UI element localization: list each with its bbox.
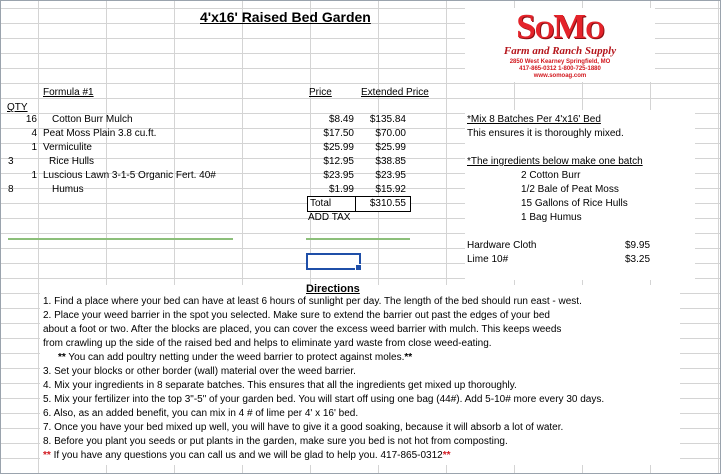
contact-note-text: If you have any questions you can call us and we will be glad to help you. 417-865-0312 <box>50 450 443 461</box>
item-extended[interactable]: $135.84 <box>369 114 406 125</box>
extra-price: $9.95 <box>625 240 651 251</box>
qty-header: QTY <box>7 102 28 113</box>
price-header: Price <box>309 87 332 98</box>
logo-wordmark: SoMo <box>516 7 604 46</box>
poultry-note-stars-end: ** <box>404 352 413 363</box>
item-name[interactable]: Humus <box>52 184 84 195</box>
batch-item: 15 Gallons of Rice Hulls <box>521 198 628 209</box>
direction-line: 3. Set your blocks or other border (wall) material over the weed barrier. <box>43 366 356 377</box>
poultry-note-stars: ** <box>58 352 66 363</box>
direction-line: 1. Find a place where your bed can have at least 6 hours of sunlight per day. The length of the bed should run east - west. <box>43 296 582 307</box>
batch-item: 1/2 Bale of Peat Moss <box>521 184 619 195</box>
item-extended[interactable]: $15.92 <box>375 184 406 195</box>
total-divider <box>355 196 356 212</box>
mix-note: This ensures it is thoroughly mixed. <box>467 128 624 139</box>
extended-price-header: Extended Price <box>361 87 429 98</box>
item-price[interactable]: $17.50 <box>323 128 354 139</box>
extra-name: Lime 10# <box>467 254 509 265</box>
item-price[interactable]: $23.95 <box>323 170 354 181</box>
item-price[interactable]: $8.49 <box>328 114 354 125</box>
item-name[interactable]: Vermiculite <box>43 142 92 153</box>
item-qty[interactable]: 1 <box>31 170 37 181</box>
mix-heading: *Mix 8 Batches Per 4'x16' Bed <box>467 114 601 125</box>
item-extended[interactable]: $70.00 <box>375 128 406 139</box>
logo-phone: 417-865-0312 1-800-725-1880 <box>519 66 601 72</box>
poultry-note <box>58 352 412 364</box>
somo-logo <box>465 8 655 82</box>
poultry-note-text: You can add poultry netting under the weed barrier to protect against moles. <box>65 352 405 363</box>
direction-line: from crawling up the side of the raised bed and helps to eliminate yard waste from close weed-eating. <box>43 338 492 349</box>
item-extended[interactable]: $23.95 <box>375 170 406 181</box>
logo-website: www.somoag.com <box>533 73 587 79</box>
item-name[interactable]: Peat Moss Plain 3.8 cu.ft. <box>43 128 157 139</box>
item-price[interactable]: $1.99 <box>328 184 354 195</box>
add-tax-label[interactable]: ADD TAX <box>308 212 351 223</box>
contact-note <box>43 450 451 462</box>
batch-heading: *The ingredients below make one batch <box>467 156 643 167</box>
selected-cell[interactable] <box>306 253 361 270</box>
extra-name: Hardware Cloth <box>467 240 537 251</box>
logo-address: 2850 West Kearney Springfield, MO <box>509 59 611 65</box>
item-price[interactable]: $12.95 <box>323 156 354 167</box>
direction-line: 5. Mix your fertilizer into the top 3"-5" of your garden bed. You will start off using one bag (44#). Add 5-10# more every 30 days. <box>43 394 605 405</box>
direction-line: 7. Once you have your bed mixed up well, you will have to give it a good soaking, because it will absorb a lot of water. <box>43 422 564 433</box>
item-qty[interactable]: 8 <box>8 184 14 195</box>
direction-line: 2. Place your weed barrier in the spot you selected. Make sure to extend the barrier out past the edges of your bed <box>43 310 550 321</box>
item-name[interactable]: Luscious Lawn 3-1-5 Organic Fert. 40# <box>43 170 216 181</box>
item-qty[interactable]: 3 <box>8 156 14 167</box>
directions-title: Directions <box>306 283 360 295</box>
page-title: 4'x16' Raised Bed Garden <box>200 9 371 25</box>
batch-item: 2 Cotton Burr <box>521 170 581 181</box>
batch-item: 1 Bag Humus <box>521 212 582 223</box>
formula-header: Formula #1 <box>43 87 94 98</box>
total-label[interactable]: Total <box>310 198 332 209</box>
logo-tagline: Farm and Ranch Supply <box>503 45 617 57</box>
fill-handle[interactable] <box>355 264 362 271</box>
divider-line <box>306 238 410 240</box>
contact-note-stars-end: ** <box>442 450 451 461</box>
item-extended[interactable]: $38.85 <box>375 156 406 167</box>
contact-note-stars: ** <box>43 450 51 461</box>
extra-price: $3.25 <box>625 254 651 265</box>
direction-line: about a foot or two. After the blocks are placed, you can cover the excess weed barrier with mulch. This keeps weeds <box>43 324 562 335</box>
direction-line: 8. Before you plant you seeds or put plants in the garden, make sure you bed is not hot from composting. <box>43 436 508 447</box>
divider-line <box>8 238 233 240</box>
direction-line: 6. Also, as an added benefit, you can mix in 4 # of lime per 4' x 16' bed. <box>43 408 359 419</box>
direction-line: 4. Mix your ingredients in 8 separate batches. This ensures that all the ingredients get mixed up thoroughly. <box>43 380 517 391</box>
item-extended[interactable]: $25.99 <box>375 142 406 153</box>
total-value[interactable]: $310.55 <box>369 198 406 209</box>
item-qty[interactable]: 1 <box>31 142 37 153</box>
item-name[interactable]: Rice Hulls <box>49 156 95 167</box>
item-price[interactable]: $25.99 <box>323 142 354 153</box>
item-qty[interactable]: 16 <box>25 114 37 125</box>
item-qty[interactable]: 4 <box>31 128 37 139</box>
item-name[interactable]: Cotton Burr Mulch <box>52 114 133 125</box>
